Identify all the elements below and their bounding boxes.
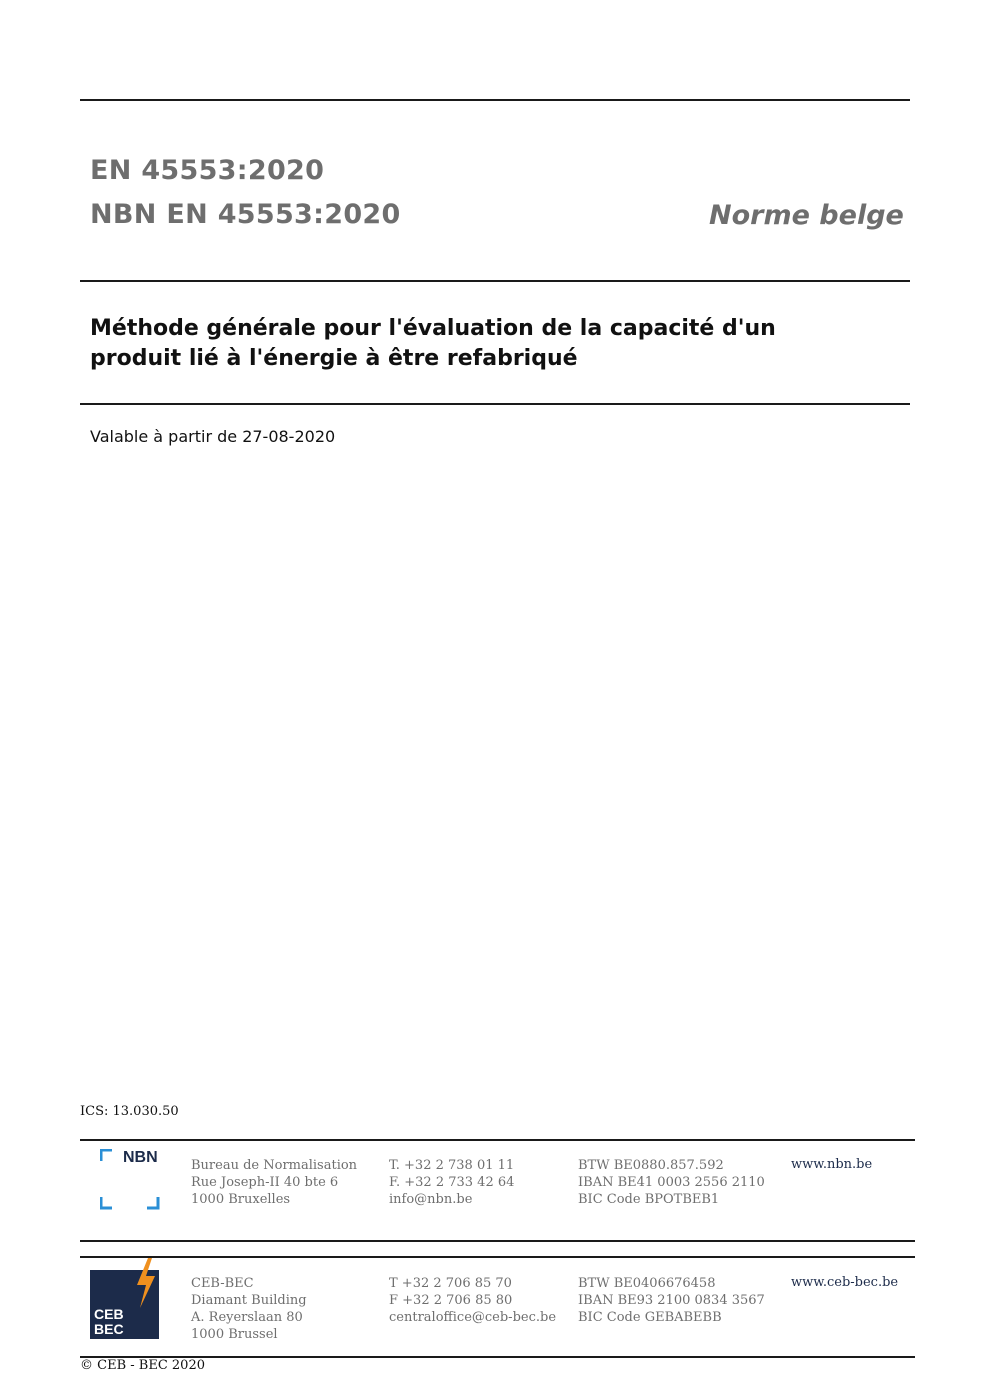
ceb-address-line: Diamant Building — [191, 1293, 307, 1308]
nbn-logo-text: NBN — [123, 1149, 158, 1166]
ceb-iban: IBAN BE93 2100 0834 3567 — [578, 1293, 765, 1308]
ceb-bottom-rule — [80, 1356, 915, 1358]
ceb-bic: BIC Code GEBABEBB — [578, 1310, 722, 1325]
ics-code: ICS: 13.030.50 — [80, 1104, 179, 1119]
ceb-email: centraloffice@ceb-bec.be — [389, 1310, 557, 1325]
document-title — [90, 314, 890, 374]
title-rule — [80, 403, 910, 405]
validity-date: Valable à partir de 27-08-2020 — [90, 427, 336, 446]
nbn-bank — [578, 1157, 765, 1208]
header-rule — [80, 280, 910, 282]
ceb-website-link[interactable]: www.ceb-bec.be — [791, 1275, 899, 1290]
nbn-iban: IBAN BE41 0003 2556 2110 — [578, 1175, 765, 1190]
nbn-email: info@nbn.be — [389, 1192, 473, 1207]
ceb-contact — [389, 1275, 556, 1326]
ceb-bank — [578, 1275, 765, 1326]
ceb-fax: F +32 2 706 85 80 — [389, 1293, 513, 1308]
nbn-code: NBN EN 45553:2020 — [90, 199, 401, 230]
norme-belge-label: Norme belge — [709, 200, 904, 231]
top-rule — [80, 99, 910, 101]
nbn-website-link[interactable]: www.nbn.be — [791, 1157, 873, 1172]
title-line-2: produit lié à l'énergie à être refabriqué — [90, 346, 578, 371]
title-line-1: Méthode générale pour l'évaluation de la capacité d'un — [90, 316, 776, 341]
ceb-address-line: CEB-BEC — [191, 1276, 254, 1291]
ceb-logo-line-1: CEB — [94, 1306, 124, 1322]
nbn-top-rule — [80, 1139, 915, 1141]
lightning-bolt-icon — [134, 1258, 158, 1310]
nbn-contact — [389, 1157, 514, 1208]
nbn-vat: BTW BE0880.857.592 — [578, 1158, 724, 1173]
ceb-top-rule — [80, 1256, 915, 1258]
nbn-address-line: 1000 Bruxelles — [191, 1192, 291, 1207]
nbn-fax: F. +32 2 733 42 64 — [389, 1175, 515, 1190]
ceb-phone: T +32 2 706 85 70 — [389, 1276, 512, 1291]
nbn-logo — [100, 1149, 164, 1211]
nbn-bottom-rule — [80, 1240, 915, 1242]
ceb-address-line: 1000 Brussel — [191, 1327, 278, 1342]
nbn-address — [191, 1157, 357, 1208]
nbn-address-line: Rue Joseph-II 40 bte 6 — [191, 1175, 339, 1190]
ceb-address — [191, 1275, 307, 1343]
copyright-notice: © CEB - BEC 2020 — [80, 1358, 205, 1373]
ceb-logo-line-2: BEC — [94, 1321, 124, 1337]
nbn-address-line: Bureau de Normalisation — [191, 1158, 358, 1173]
ceb-address-line: A. Reyerslaan 80 — [191, 1310, 303, 1325]
en-code: EN 45553:2020 — [90, 155, 325, 186]
ceb-vat: BTW BE0406676458 — [578, 1276, 716, 1291]
nbn-phone: T. +32 2 738 01 11 — [389, 1158, 515, 1173]
nbn-bic: BIC Code BPOTBEB1 — [578, 1192, 720, 1207]
